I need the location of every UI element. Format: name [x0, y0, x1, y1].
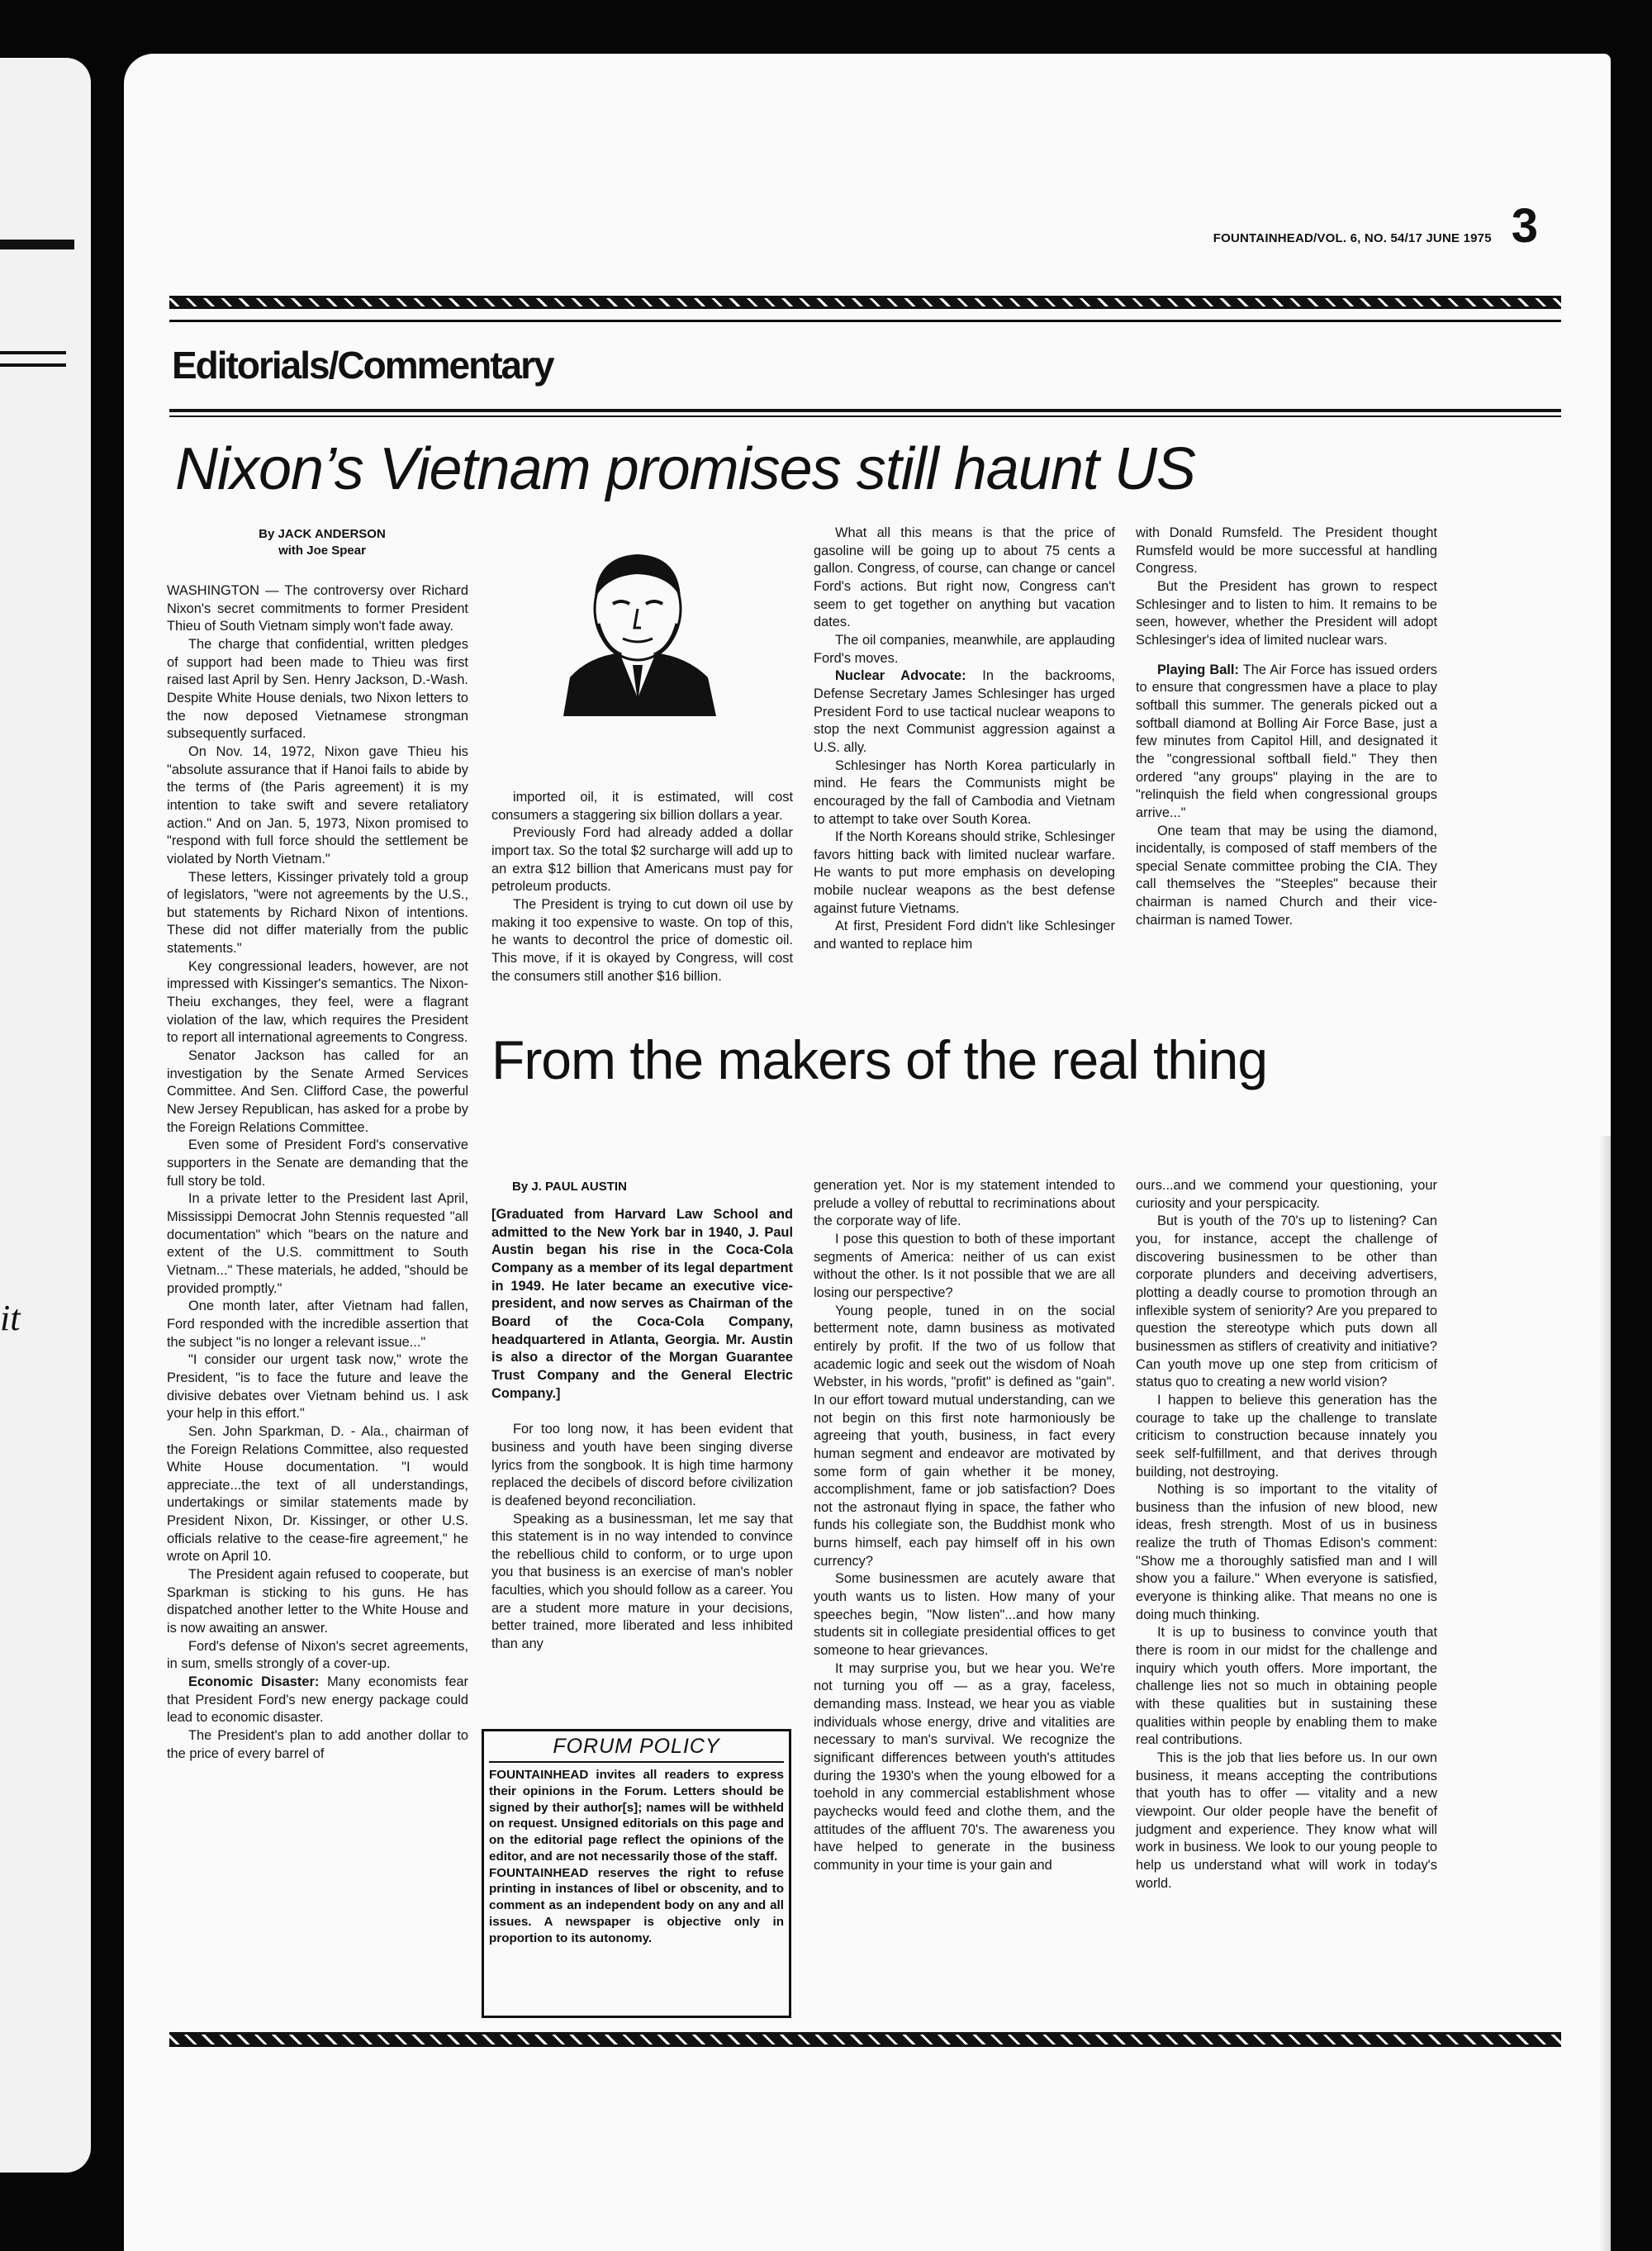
article2-column-4-paragraphs [1136, 1213, 1437, 1892]
article1-column-4 [1136, 525, 1437, 929]
facing-page-edge [0, 58, 91, 2173]
article1-headline: Nixon’s Vietnam promises still haunt US [175, 436, 1195, 502]
article1-col1-paragraph: These letters, Kissinger privately told a group of legislators, "were not agreements by the U.S., but statements by Richard Nixon of intentions. These did not differ materially from the public statements." [167, 869, 468, 957]
article2-column-3 [814, 1177, 1115, 1875]
article2-col3-paragraph: Young people, tuned in on the social betterment note, damn business as motivated entirely by profit. If the two of us follow that academic logic and seek out the wisdom of Noah Webster, in his words, "profit" is defined as "gain". In our effort toward mutual understanding, can we not begin on this first note harmoniously be agreeing that youth, business, in fact every human segment and endeavor are motivated by some form of gain whether it be money, accomplishment, fame or job satisfaction? Does not the astronaut flying in space, the father who funds his collegiate son, the Buddhist monk who burns himself, each pay himself off in his own currency? [814, 1303, 1115, 1569]
forum-policy-text-2: FOUNTAINHEAD reserves the right to refuse printing in instances of libel or obscenity, and to comment as an independent body on any and all issues. A newspaper is objective only in proportion to its autonomy. [489, 1865, 784, 1945]
article1-coauthor: with Joe Spear [278, 543, 366, 558]
article1-col4-first: with Donald Rumsfeld. The President thought Rumsfeld would be more successful at handling Congress. [1136, 525, 1437, 577]
article1-column-3-bottom [814, 757, 1115, 954]
article2-col3-paragraph: I pose this question to both of these important segments of America: neither of us can exist without the other. Is it not possible that we are all losing our perspective? [814, 1231, 1115, 1300]
article2-col4-paragraph: But is youth of the 70's up to listening? Can you, for instance, accept the challenge of discovering businessmen to be other than corporate plunders and deceiving advertisers, plotting a deadly course to promotion through an inflexible system of seniority? Are you prepared to question the stereotype which puts down all businessmen as stiflers of creativity and initiative? Can youth move up one step from criticism of status quo to creating a new world vision? [1136, 1213, 1437, 1390]
article1-col1-paragraph: The charge that confidential, written pledges of support had been made to Thieu was first raised last April by Sen. Henry Jackson, D.-Wash. Despite White House denials, two Nixon letters to the now deposed Vietnamese strongman subsequently surfaced. [167, 636, 468, 742]
article1-column-1 [167, 582, 468, 1763]
subhead-nuclear-advocate: Nuclear Advocate: [835, 668, 966, 684]
article2-column-2-paragraphs [491, 1421, 793, 1654]
section-rule [169, 409, 1561, 412]
thin-rule [169, 320, 1561, 322]
article1-col2-paragraph: Previously Ford had already added a dollar import tax. So the total $2 surcharge will add up to an extra $12 billion that Americans must pay for petroleum products. [491, 825, 793, 895]
article2-col3-paragraph: It may surprise you, but we hear you. We're not turning you off — as a gray, faceless, demanding mass. Instead, we hear you as viable individuals whose energy, drive and vitalities are necessary to man's survival. We recognize the significant differences between youth's attitudes during the 1930's when the young elbowed for a toehold in any commercial establishment whose paychecks would feed and clothe them, and the attitudes of the affluent 70's. The awareness you have helped to generate in the business community in your time is your gain and [814, 1660, 1115, 1873]
article2-column-4 [1136, 1177, 1437, 1892]
facing-page-text-fragment: it [0, 1298, 21, 1338]
facing-page-rule [0, 351, 66, 354]
article1-col4-paragraph: One team that may be using the diamond, incidentally, is composed of staff members of the special Senate committee probing the CIA. They call themselves the "Steeples" because their chairman is named Church and their vice-chairman is named Tower. [1136, 823, 1437, 928]
article2-col4-paragraph: It is up to business to convince youth that there is room in our midst for the challenge and inquiry which youth offers. More important, the challenge lies not so much in obtaining people with these qualities but in sustaining these qualities within people by enabling them to make real contributions. [1136, 1625, 1437, 1748]
article1-col2-paragraph: The President is trying to cut down oil use by making it too expensive to waste. On top of this, he wants to decontrol the price of domestic oil. This move, if it is okayed by Congress, will cost the consumers still another $16 billion. [491, 896, 793, 984]
article2-byline: By J. PAUL AUSTIN [512, 1180, 627, 1194]
article2-headline: From the makers of the real thing [491, 1029, 1268, 1090]
article1-col1-last: The President's plan to add another dollar to the price of every barrel of [167, 1728, 468, 1761]
article1-col1-paragraph: Even some of President Ford's conservative supporters in the Senate are demanding that the full story be told. [167, 1137, 468, 1189]
article2-col4-paragraph: Nothing is so important to the vitality of business than the infusion of new blood, new ideas, fresh strength. Most of us in business realize the truth of Thomas Edison's comment: "Show me a thoroughly satisfied man and I will show you a failure." When everyone is satisfied, everyone is thinking alike. That means no one is doing much thinking. [1136, 1482, 1437, 1622]
article1-column-3-top [814, 525, 1115, 667]
article2-column-3-paragraphs [814, 1231, 1115, 1875]
article2-col4-paragraph: I happen to believe this generation has the courage to take up the challenge to translate criticism to construction because innately you seek self-fulfillment, and that derives through building, not destroying. [1136, 1392, 1437, 1479]
article1-col4-paragraph: But the President has grown to respect Schlesinger and to listen to him. It remains to be seen, however, whether the President will adopt Schlesinger's idea of limited nuclear wars. [1136, 578, 1437, 648]
article1-author: By JACK ANDERSON [259, 527, 386, 541]
forum-policy-text-1: FOUNTAINHEAD invites all readers to express their opinions in the Forum. Letters should be signed by their author[s]; names will be withheld on request. Unsigned editorials on this page and on the editorial page reflect the opinions of the editor, and are not necessarily those of the staff. [489, 1768, 784, 1864]
article1-col1-paragraph: On Nov. 14, 1972, Nixon gave Thieu his "absolute assurance that if Hanoi fails to abide by the terms of (the Paris agreement) it is my intention to take swift and severe retaliatory action." And on Jan. 5, 1973, Nixon promised to "respond with full force should the settlement be violated by North Vietnam." [167, 743, 468, 867]
article2-col4-first: ours...and we commend your questioning, your curiosity and your perspicacity. [1136, 1178, 1437, 1211]
article1-column-1-paragraphs [167, 582, 468, 1674]
top-decorative-rule [169, 296, 1561, 309]
forum-policy-title: FORUM POLICY [489, 1735, 784, 1763]
article1-column-4-bottom [1136, 823, 1437, 930]
article1-col3-paragraph: The oil companies, meanwhile, are applauding Ford's moves. [814, 632, 1115, 666]
article1-byline [215, 526, 430, 558]
forum-policy-box [482, 1729, 791, 2018]
subhead-economic-disaster: Economic Disaster: [188, 1674, 320, 1690]
bottom-decorative-rule [169, 2032, 1561, 2047]
article1-col2-paragraph: imported oil, it is estimated, will cost consumers a staggering six billion dollars a year. [491, 790, 793, 823]
facing-page-rule [0, 363, 66, 367]
article1-col1-paragraph: In a private letter to the President last April, Mississippi Democrat John Stennis requested "all documentation" which "bears on the nature and extent of the U.S. committment to South Vietnam..." These materials, he added, "should be provided promptly." [167, 1191, 468, 1296]
page-number: 3 [1511, 199, 1538, 253]
article2-col2-paragraph: Speaking as a businessman, let me say that this statement is in no way intended to convince the rebellious child to conform, or to urge upon you that business is an exercise of man's nobler faculties, which you should follow as a career. You are a student more mature in your decisions, better trained, more liberated and less inhibited than any [491, 1511, 793, 1652]
article1-column-4-top [1136, 578, 1437, 650]
article1-nuclear-advocate: Nuclear Advocate: In the backrooms, Defense Secretary James Schlesinger has urged President Ford to use tactical nuclear weapons to stop the next Communist aggression against a U.S. ally. [814, 668, 1115, 755]
article2-col3-paragraph: Some businessmen are acutely aware that youth wants us to listen. How many of your speeches begin, "Now listen"...and how many students sit in collegiate presidential offices to get someone to hear grievances. [814, 1571, 1115, 1659]
article1-col3-paragraph: If the North Koreans should strike, Schlesinger favors hitting back with limited nuclear warfare. He wants to put more emphasis on developing mobile nuclear weapons as the best defense against future Vietnams. [814, 829, 1115, 916]
article1-col1-paragraph: Sen. John Sparkman, D. - Ala., chairman of the Foreign Relations Committee, also requested White House documentation. "I would appreciate...the text of all understandings, undertakings or similar statements made by President Nixon, Dr. Kissinger, or other U.S. officials relative to the cease-fire agreement," he wrote on April 10. [167, 1423, 468, 1565]
article2-col4-paragraph: This is the job that lies before us. In our own business, it means accepting the contributions that youth has to offer — vitality and a new viewpoint. Our older people have the benefit of judgment and experience. They know what will work in business. We look to our young people to help us understand what will work in today's world. [1136, 1750, 1437, 1891]
issue-info: FOUNTAINHEAD/VOL. 6, NO. 54/17 JUNE 1975 [1213, 231, 1492, 245]
newspaper-page [124, 54, 1611, 2251]
article1-col1-paragraph: WASHINGTON — The controversy over Richard Nixon's secret commitments to former President Thieu of South Vietnam simply won't fade away. [167, 583, 468, 634]
article1-col1-paragraph: Key congressional leaders, however, are not impressed with Kissinger's semantics. The Nixon-Theiu exchanges, they feel, were a flagrant violation of the law, which requires the President to report all international agreements to Congress. [167, 958, 468, 1046]
article1-column-3 [814, 525, 1115, 954]
masthead [1213, 199, 1538, 253]
page-edge-shadow [1599, 1136, 1611, 2251]
article1-col1-paragraph: The President again refused to cooperate, but Sparkman is sticking to his guns. He has dispatched another letter to the White House and is now awaiting an answer. [167, 1567, 468, 1636]
article2-col3-first: generation yet. Nor is my statement intended to prelude a volley of rebuttal to recriminations about the corporate way of life. [814, 1178, 1115, 1229]
columnist-portrait [555, 533, 720, 716]
article2-column-2 [491, 1206, 793, 1654]
article1-col1-paragraph: Ford's defense of Nixon's secret agreements, in sum, smells strongly of a cover-up. [167, 1638, 468, 1672]
article1-column-2 [491, 789, 793, 985]
article1-col3-paragraph: At first, President Ford didn't like Schlesinger and wanted to replace him [814, 919, 1115, 952]
article1-col1-paragraph: One month later, after Vietnam had fallen, Ford responded with the incredible assertion that the subject "is no longer a relevant issue..." [167, 1299, 468, 1350]
article1-col1-paragraph: "I consider our urgent task now," wrote the President, "is to face the future and leave the divisive debates over Vietnam behind us. I ask your help in this effort." [167, 1352, 468, 1422]
section-rule [169, 416, 1561, 417]
facing-page-rule [0, 240, 74, 249]
subhead-playing-ball: Playing Ball: [1157, 662, 1239, 677]
article2-col2-paragraph: For too long now, it has been evident that business and youth have been singing diverse lyrics from the songbook. It is high time harmony replaced the decibels of discord before civilization is deafened beyond reconciliation. [491, 1422, 793, 1508]
article1-economic-disaster: Economic Disaster: Many economists fear that President Ford's new energy package could lead to economic disaster. [167, 1674, 469, 1726]
article1-col3-paragraph: Schlesinger has North Korea particularly in mind. He fears the Communists might be encouraged by the fall of Cambodia and Vietnam to attempt to take over South Korea. [814, 757, 1115, 827]
author-bio: [Graduated from Harvard Law School and admitted to the New York bar in 1940, J. Paul Austin began his rise in the Coca-Cola Company as a member of its legal department in 1949. He later became an executive vice-president, and now serves as Chairman of the Board of the Coca-Cola Company, headquartered in Atlanta, Georgia. Mr. Austin is also a director of the Morgan Guarantee Trust Company and the General Electric Company.] [491, 1207, 793, 1401]
article1-col3-paragraph: What all this means is that the price of gasoline will be going up to about 75 cents a gallon. Congress, of course, can change or cancel Ford's actions. But right now, Congress can't seem to get together on anything but vacation dates. [814, 525, 1115, 630]
article1-playing-ball: Playing Ball: The Air Force has issued orders to ensure that congressmen have a place to play softball this summer. The generals picked out a softball diamond at Bolling Air Force Base, just a few minutes from Capitol Hill, and designated it the "congressional softball field." They then ordered "any groups" playing in the are to "relinquish the field when congressional groups arrive..." [1136, 662, 1437, 820]
article1-col1-paragraph: Senator Jackson has called for an investigation by the Senate Armed Services Committee. And Sen. Clifford Case, the powerful New Jersey Republican, has asked for a probe by the Foreign Relations Committee. [167, 1048, 468, 1135]
section-title: Editorials/Commentary [172, 344, 553, 387]
